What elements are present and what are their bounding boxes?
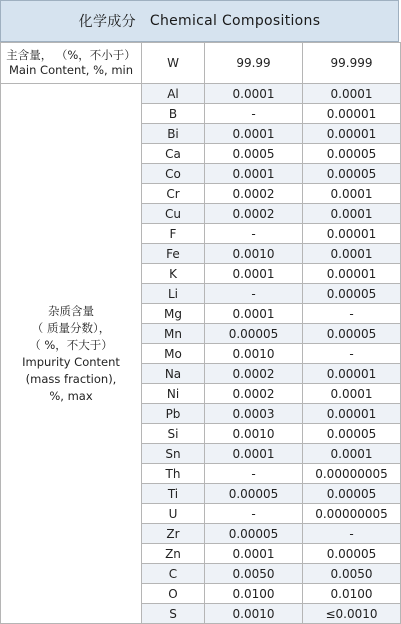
grade1-cell: 0.00005 [205, 484, 303, 504]
grade1-cell: - [205, 284, 303, 304]
grade2-cell: 0.0050 [303, 564, 401, 584]
table-title [0, 0, 399, 42]
element-cell: F [142, 224, 205, 244]
grade1-cell: 0.0010 [205, 424, 303, 444]
element-cell: Ti [142, 484, 205, 504]
grade1-cell: 0.0010 [205, 344, 303, 364]
grade1-cell: 0.0001 [205, 444, 303, 464]
impurity-label-line: （ %，不大于） [29, 337, 113, 352]
element-cell: Cu [142, 204, 205, 224]
main-grade2-cell: 99.999 [303, 43, 401, 84]
grade2-cell: 0.0001 [303, 384, 401, 404]
element-cell: Ca [142, 144, 205, 164]
element-cell: Al [142, 84, 205, 104]
main-content-label-cn: 主含量， （%，不小于） [6, 48, 136, 62]
element-cell: S [142, 604, 205, 624]
grade1-cell: - [205, 224, 303, 244]
element-cell: Zr [142, 524, 205, 544]
grade2-cell: 0.00001 [303, 404, 401, 424]
grade2-cell: 0.00005 [303, 484, 401, 504]
title-chinese: 化学成分 [78, 14, 136, 30]
grade1-cell: 0.00005 [205, 324, 303, 344]
element-cell: Zn [142, 544, 205, 564]
grade2-cell: 0.00001 [303, 224, 401, 244]
grade1-cell: 0.0002 [205, 184, 303, 204]
element-cell: Fe [142, 244, 205, 264]
element-cell: U [142, 504, 205, 524]
grade2-cell: 0.00005 [303, 144, 401, 164]
element-cell: Mo [142, 344, 205, 364]
element-cell: Th [142, 464, 205, 484]
grade2-cell: 0.0001 [303, 204, 401, 224]
grade2-cell: - [303, 304, 401, 324]
grade1-cell: 0.0003 [205, 404, 303, 424]
grade1-cell: 0.0002 [205, 204, 303, 224]
grade2-cell: 0.00001 [303, 364, 401, 384]
impurity-label-line: %, max [49, 388, 93, 403]
grade2-cell: 0.00000005 [303, 464, 401, 484]
grade2-cell: 0.00000005 [303, 504, 401, 524]
impurity-label-line: Impurity Content [22, 354, 120, 369]
grade1-cell: 0.0001 [205, 264, 303, 284]
composition-table [0, 42, 401, 624]
element-cell: Bi [142, 124, 205, 144]
main-content-label-en: Main Content, %, min [8, 63, 134, 77]
grade1-cell: - [205, 504, 303, 524]
grade2-cell: - [303, 344, 401, 364]
element-cell: Si [142, 424, 205, 444]
element-cell: Ni [142, 384, 205, 404]
grade1-cell: - [205, 104, 303, 124]
main-element-cell: W [142, 43, 205, 84]
impurity-label-line: 杂质含量 [48, 303, 94, 318]
grade1-cell: 0.0010 [205, 244, 303, 264]
grade2-cell: 0.0100 [303, 584, 401, 604]
grade2-cell: 0.00001 [303, 104, 401, 124]
grade1-cell: 0.0005 [205, 144, 303, 164]
grade1-cell: 0.0001 [205, 124, 303, 144]
grade2-cell: 0.00005 [303, 284, 401, 304]
element-cell: Mg [142, 304, 205, 324]
grade2-cell: 0.0001 [303, 84, 401, 104]
grade1-cell: - [205, 464, 303, 484]
element-cell: Li [142, 284, 205, 304]
grade1-cell: 0.0001 [205, 84, 303, 104]
element-cell: Co [142, 164, 205, 184]
main-content-label [1, 43, 142, 84]
grade1-cell: 0.0002 [205, 364, 303, 384]
title-english: Chemical Compositions [149, 13, 321, 29]
element-cell: Na [142, 364, 205, 384]
grade2-cell: - [303, 524, 401, 544]
grade2-cell: 0.00005 [303, 424, 401, 444]
element-cell: B [142, 104, 205, 124]
impurity-content-label [1, 84, 142, 624]
grade1-cell: 0.0002 [205, 384, 303, 404]
grade1-cell: 0.00005 [205, 524, 303, 544]
grade2-cell: 0.00001 [303, 264, 401, 284]
impurity-label-line: (mass fraction), [25, 371, 117, 386]
element-cell: Pb [142, 404, 205, 424]
grade1-cell: 0.0001 [205, 304, 303, 324]
main-grade1-cell: 99.99 [205, 43, 303, 84]
grade2-cell: 0.0001 [303, 184, 401, 204]
table-row [1, 84, 401, 104]
element-cell: C [142, 564, 205, 584]
grade2-cell: 0.00005 [303, 164, 401, 184]
grade2-cell: 0.00005 [303, 544, 401, 564]
grade1-cell: 0.0001 [205, 544, 303, 564]
grade1-cell: 0.0100 [205, 584, 303, 604]
element-cell: Mn [142, 324, 205, 344]
element-cell: O [142, 584, 205, 604]
element-cell: Sn [142, 444, 205, 464]
grade1-cell: 0.0010 [205, 604, 303, 624]
main-content-row [1, 43, 401, 84]
grade2-cell: 0.0001 [303, 444, 401, 464]
grade2-cell: 0.0001 [303, 244, 401, 264]
grade2-cell: 0.00001 [303, 124, 401, 144]
element-cell: Cr [142, 184, 205, 204]
grade1-cell: 0.0050 [205, 564, 303, 584]
impurity-label-line: （ 质量分数）， [31, 320, 111, 335]
grade2-cell: ≤0.0010 [303, 604, 401, 624]
grade1-cell: 0.0001 [205, 164, 303, 184]
element-cell: K [142, 264, 205, 284]
grade2-cell: 0.00005 [303, 324, 401, 344]
